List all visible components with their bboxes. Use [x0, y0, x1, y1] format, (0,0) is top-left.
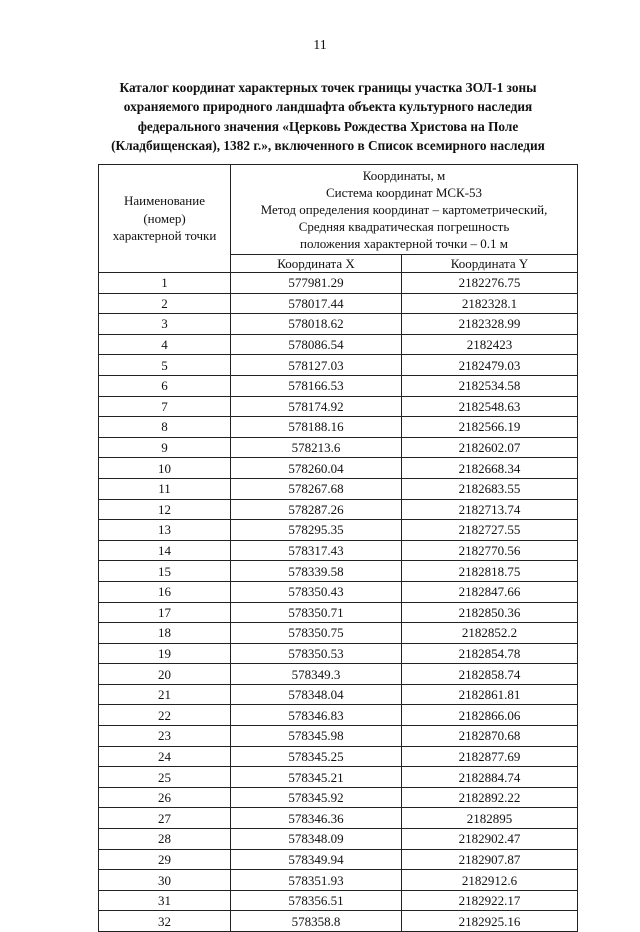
point-number-cell: 13: [99, 520, 231, 541]
table-row: [99, 561, 578, 582]
table-row: [99, 396, 578, 417]
point-number-cell: 16: [99, 581, 231, 602]
coordinate-y-cell: 2182912.6: [402, 870, 578, 891]
coordinate-x-cell: 577981.29: [231, 273, 402, 294]
coordinate-x-cell: 578018.62: [231, 314, 402, 335]
coordinate-y-cell: 2182892.22: [402, 787, 578, 808]
coordinate-y-cell: 2182668.34: [402, 458, 578, 479]
coordinate-x-cell: 578339.58: [231, 561, 402, 582]
coordinate-y-cell: 2182727.55: [402, 520, 578, 541]
point-number-cell: 4: [99, 334, 231, 355]
coordinate-y-cell: 2182713.74: [402, 499, 578, 520]
table-row: [99, 911, 578, 932]
coordinate-y-cell: 2182922.17: [402, 890, 578, 911]
coordinate-y-cell: 2182602.07: [402, 437, 578, 458]
header-name-line: (номер): [143, 210, 186, 226]
coordinate-y-cell: 2182328.1: [402, 293, 578, 314]
point-number-cell: 3: [99, 314, 231, 335]
header-coords-line: Координаты, м: [362, 168, 446, 183]
table-row: [99, 664, 578, 685]
header-coords-line: Метод определения координат – картометрический,: [260, 202, 548, 217]
table-row: [99, 355, 578, 376]
table-row: [99, 417, 578, 438]
coordinate-x-cell: 578346.83: [231, 705, 402, 726]
coordinate-y-cell: 2182895: [402, 808, 578, 829]
coordinate-x-cell: 578345.92: [231, 787, 402, 808]
title-line: Каталог координат характерных точек границы участка ЗОЛ-1 зоны: [119, 80, 537, 95]
coordinate-y-cell: 2182847.66: [402, 581, 578, 602]
coordinate-y-cell: 2182548.63: [402, 396, 578, 417]
coordinate-y-cell: 2182276.75: [402, 273, 578, 294]
point-number-cell: 23: [99, 726, 231, 747]
header-coordinate-x: Координата X: [231, 255, 402, 273]
point-number-cell: 9: [99, 437, 231, 458]
coordinate-y-cell: 2182877.69: [402, 746, 578, 767]
coordinate-x-cell: 578287.26: [231, 499, 402, 520]
coordinate-x-cell: 578350.53: [231, 643, 402, 664]
point-number-cell: 2: [99, 293, 231, 314]
coordinate-y-cell: 2182925.16: [402, 911, 578, 932]
coordinate-y-cell: 2182479.03: [402, 355, 578, 376]
coordinate-x-cell: 578317.43: [231, 540, 402, 561]
table-row: [99, 375, 578, 396]
coordinate-x-cell: 578267.68: [231, 478, 402, 499]
table-row: [99, 437, 578, 458]
table-row: [99, 870, 578, 891]
point-number-cell: 14: [99, 540, 231, 561]
table-row: [99, 623, 578, 644]
coordinate-x-cell: 578350.75: [231, 623, 402, 644]
document-title: [88, 78, 568, 156]
table-row: [99, 520, 578, 541]
table-row: [99, 890, 578, 911]
point-number-cell: 5: [99, 355, 231, 376]
table-body: [99, 273, 578, 932]
coordinate-y-cell: 2182861.81: [402, 684, 578, 705]
table-row: [99, 808, 578, 829]
coordinate-y-cell: 2182770.56: [402, 540, 578, 561]
table-row: [99, 705, 578, 726]
table-row: [99, 849, 578, 870]
table-row: [99, 746, 578, 767]
header-point-name: [99, 165, 231, 273]
coordinate-x-cell: 578086.54: [231, 334, 402, 355]
header-coordinate-y: Координата Y: [402, 255, 578, 273]
coordinate-y-cell: 2182854.78: [402, 643, 578, 664]
coordinate-y-cell: 2182850.36: [402, 602, 578, 623]
point-number-cell: 17: [99, 602, 231, 623]
coordinate-x-cell: 578017.44: [231, 293, 402, 314]
point-number-cell: 12: [99, 499, 231, 520]
point-number-cell: 28: [99, 829, 231, 850]
coordinate-x-cell: 578345.25: [231, 746, 402, 767]
table-row: [99, 458, 578, 479]
point-number-cell: 11: [99, 478, 231, 499]
point-number-cell: 1: [99, 273, 231, 294]
point-number-cell: 21: [99, 684, 231, 705]
coordinate-y-cell: 2182566.19: [402, 417, 578, 438]
header-coordinates: [231, 165, 578, 255]
coordinate-x-cell: 578349.94: [231, 849, 402, 870]
point-number-cell: 18: [99, 623, 231, 644]
header-name-line: Наименование: [124, 193, 205, 209]
coordinate-x-cell: 578350.71: [231, 602, 402, 623]
header-coords-line: Система координат МСК-53: [325, 185, 483, 200]
coordinate-y-cell: 2182852.2: [402, 623, 578, 644]
point-number-cell: 29: [99, 849, 231, 870]
coordinate-y-cell: 2182423: [402, 334, 578, 355]
table-row: [99, 684, 578, 705]
coordinate-x-cell: 578345.21: [231, 767, 402, 788]
point-number-cell: 7: [99, 396, 231, 417]
coordinate-y-cell: 2182907.87: [402, 849, 578, 870]
coordinate-y-cell: 2182858.74: [402, 664, 578, 685]
table-row: [99, 314, 578, 335]
coordinate-y-cell: 2182884.74: [402, 767, 578, 788]
coordinate-y-cell: 2182683.55: [402, 478, 578, 499]
table-row: [99, 293, 578, 314]
table-row: [99, 643, 578, 664]
point-number-cell: 25: [99, 767, 231, 788]
coordinate-x-cell: 578174.92: [231, 396, 402, 417]
coordinate-y-cell: 2182818.75: [402, 561, 578, 582]
table-row: [99, 499, 578, 520]
coordinate-x-cell: 578351.93: [231, 870, 402, 891]
coordinate-x-cell: 578348.09: [231, 829, 402, 850]
coordinate-x-cell: 578350.43: [231, 581, 402, 602]
coordinates-table: [98, 164, 578, 932]
page-number: 11: [313, 38, 327, 53]
table-row: [99, 273, 578, 294]
table-row: [99, 602, 578, 623]
header-name-line: характерной точки: [112, 228, 217, 244]
coordinate-x-cell: 578356.51: [231, 890, 402, 911]
coordinate-x-cell: 578349.3: [231, 664, 402, 685]
coordinate-x-cell: 578295.35: [231, 520, 402, 541]
table-row: [99, 767, 578, 788]
point-number-cell: 32: [99, 911, 231, 932]
point-number-cell: 8: [99, 417, 231, 438]
point-number-cell: 10: [99, 458, 231, 479]
table-row: [99, 787, 578, 808]
table-row: [99, 478, 578, 499]
coordinate-x-cell: 578166.53: [231, 375, 402, 396]
table-row: [99, 829, 578, 850]
point-number-cell: 19: [99, 643, 231, 664]
coordinate-x-cell: 578358.8: [231, 911, 402, 932]
title-line: охраняемого природного ландшафта объекта культурного наследия: [123, 99, 533, 115]
coordinate-x-cell: 578127.03: [231, 355, 402, 376]
table-row: [99, 334, 578, 355]
coordinate-x-cell: 578346.36: [231, 808, 402, 829]
coordinate-x-cell: 578260.04: [231, 458, 402, 479]
table-row: [99, 540, 578, 561]
table-row: [99, 581, 578, 602]
coordinate-x-cell: 578345.98: [231, 726, 402, 747]
table-row: [99, 726, 578, 747]
coordinate-y-cell: 2182328.99: [402, 314, 578, 335]
coordinate-y-cell: 2182870.68: [402, 726, 578, 747]
header-coords-line: Средняя квадратическая погрешность: [298, 219, 510, 234]
point-number-cell: 6: [99, 375, 231, 396]
point-number-cell: 26: [99, 787, 231, 808]
title-line: (Кладбищенская), 1382 г.», включенного в Список всемирного наследия: [111, 138, 545, 154]
point-number-cell: 15: [99, 561, 231, 582]
point-number-cell: 20: [99, 664, 231, 685]
coordinate-x-cell: 578348.04: [231, 684, 402, 705]
point-number-cell: 27: [99, 808, 231, 829]
coordinate-x-cell: 578188.16: [231, 417, 402, 438]
point-number-cell: 31: [99, 890, 231, 911]
coordinate-y-cell: 2182902.47: [402, 829, 578, 850]
coordinate-y-cell: 2182866.06: [402, 705, 578, 726]
title-line: федерального значения «Церковь Рождества Христова на Поле: [137, 118, 519, 134]
point-number-cell: 30: [99, 870, 231, 891]
coordinate-y-cell: 2182534.58: [402, 375, 578, 396]
coordinate-x-cell: 578213.6: [231, 437, 402, 458]
point-number-cell: 24: [99, 746, 231, 767]
point-number-cell: 22: [99, 705, 231, 726]
header-coords-line: положения характерной точки – 0.1 м: [299, 236, 508, 251]
